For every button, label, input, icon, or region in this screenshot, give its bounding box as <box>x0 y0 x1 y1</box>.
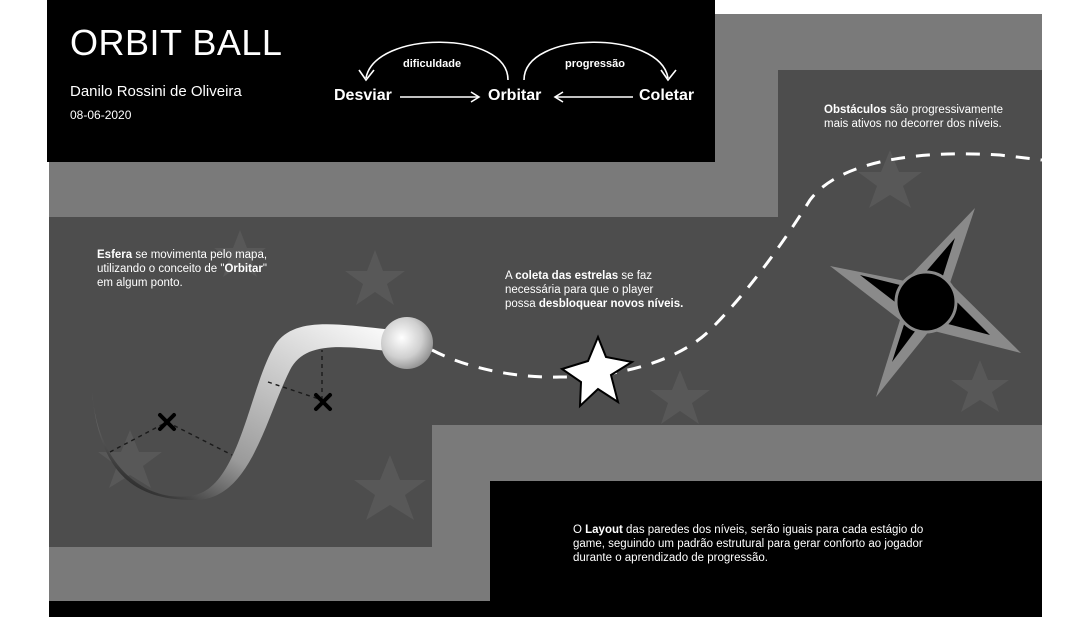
note-obstacles: Obstáculos são progressivamente mais ativos no decorrer dos níveis. <box>824 104 1003 130</box>
flow-step-coletar: Coletar <box>639 87 695 104</box>
game-title: ORBIT BALL <box>70 22 283 63</box>
note-sphere-bold: Esfera <box>97 249 133 261</box>
note-sphere: Esfera se movimenta pelo mapa, utilizando o conceito de "Orbitar" em algum ponto. <box>97 249 268 289</box>
arc-label-dificuldade: dificuldade <box>403 58 462 70</box>
note-stars: A coleta das estrelas se faz necessária para que o player possa desbloquear novos níveis. <box>505 270 684 310</box>
flow-step-desviar: Desviar <box>334 87 392 104</box>
project-date: 08-06-2020 <box>70 108 132 122</box>
sphere-icon <box>381 317 433 369</box>
note-layout: O Layout das paredes dos níveis, serão iguais para cada estágio do game, seguindo um padrão estrutural para gerar conforto ao jogador durante o aprendizado de progressão. <box>573 524 924 564</box>
flow-step-orbitar: Orbitar <box>488 87 542 104</box>
author-name: Danilo Rossini de Oliveira <box>70 83 242 100</box>
arc-label-progressao: progressão <box>565 58 625 70</box>
